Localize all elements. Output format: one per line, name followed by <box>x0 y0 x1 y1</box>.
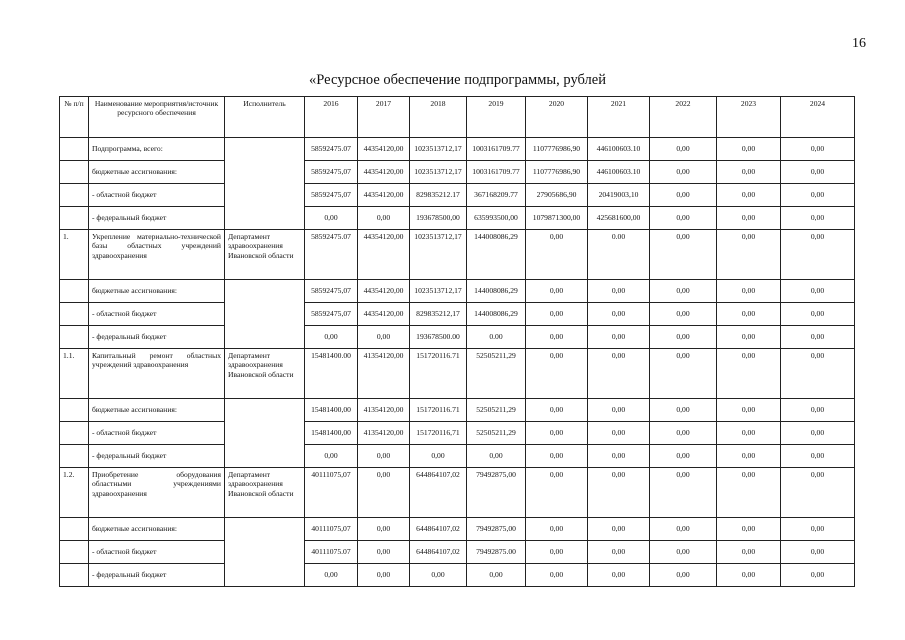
value-cell: 0,00 <box>588 445 650 468</box>
value-cell: 0,00 <box>781 468 855 518</box>
row-name-cell: - областной бюджет <box>89 422 225 445</box>
resource-table <box>59 96 855 587</box>
header-cell-year: 2017 <box>358 97 410 138</box>
value-cell: 52505211,29 <box>467 349 526 399</box>
value-cell: 0,00 <box>358 207 410 230</box>
value-cell: 0,00 <box>650 349 717 399</box>
value-cell: 0,00 <box>305 207 358 230</box>
table-header-row <box>60 97 855 138</box>
value-cell: 1079871300,00 <box>526 207 588 230</box>
value-cell: 644864107,02 <box>410 468 467 518</box>
value-cell: 0,00 <box>650 303 717 326</box>
value-cell: 0,00 <box>781 161 855 184</box>
table-row <box>60 326 855 349</box>
row-name-cell: бюджетные ассигнования: <box>89 161 225 184</box>
value-cell: 27905686,90 <box>526 184 588 207</box>
value-cell: 1003161709.77 <box>467 138 526 161</box>
row-executor-cell <box>225 564 305 587</box>
value-cell: 0,00 <box>717 468 781 518</box>
value-cell: 144008086,29 <box>467 303 526 326</box>
value-cell: 0,00 <box>781 445 855 468</box>
row-executor-cell <box>225 422 305 445</box>
value-cell: 0,00 <box>781 541 855 564</box>
row-name-cell: - областной бюджет <box>89 541 225 564</box>
row-executor-cell <box>225 280 305 303</box>
value-cell: 0,00 <box>781 230 855 280</box>
value-cell: 0.00 <box>467 326 526 349</box>
value-cell: 0,00 <box>781 349 855 399</box>
value-cell: 44354120,00 <box>358 184 410 207</box>
value-cell: 0,00 <box>650 280 717 303</box>
value-cell: 0,00 <box>650 422 717 445</box>
row-number-cell <box>60 326 89 349</box>
value-cell: 193678500,00 <box>410 207 467 230</box>
value-cell: 0,00 <box>588 326 650 349</box>
value-cell: 0,00 <box>781 184 855 207</box>
value-cell: 44354120,00 <box>358 161 410 184</box>
value-cell: 0,00 <box>526 468 588 518</box>
value-cell: 1023513712,17 <box>410 138 467 161</box>
value-cell: 446100603.10 <box>588 161 650 184</box>
value-cell: 144008086,29 <box>467 230 526 280</box>
row-executor-cell <box>225 399 305 422</box>
row-number-cell: 1.1. <box>60 349 89 399</box>
header-cell-executor: Исполнитель <box>225 97 305 138</box>
value-cell: 0,00 <box>358 518 410 541</box>
row-executor-cell: Департамент здравоохранения Ивановской области <box>225 349 305 399</box>
table-row <box>60 564 855 587</box>
value-cell: 0,00 <box>358 564 410 587</box>
value-cell: 41354120,00 <box>358 422 410 445</box>
value-cell: 367168209.77 <box>467 184 526 207</box>
value-cell: 0,00 <box>526 326 588 349</box>
value-cell: 0,00 <box>588 280 650 303</box>
row-number-cell: 1. <box>60 230 89 280</box>
row-number-cell <box>60 422 89 445</box>
value-cell: 0,00 <box>467 564 526 587</box>
value-cell: 0,00 <box>650 468 717 518</box>
value-cell: 0,00 <box>526 399 588 422</box>
table-row <box>60 518 855 541</box>
value-cell: 0,00 <box>526 280 588 303</box>
value-cell: 0,00 <box>526 303 588 326</box>
value-cell: 0,00 <box>358 541 410 564</box>
value-cell: 0,00 <box>410 564 467 587</box>
header-cell-year: 2023 <box>717 97 781 138</box>
table-row <box>60 184 855 207</box>
header-cell-number: № п/п <box>60 97 89 138</box>
value-cell: 0,00 <box>781 422 855 445</box>
value-cell: 0,00 <box>781 207 855 230</box>
value-cell: 15481400,00 <box>305 422 358 445</box>
value-cell: 0,00 <box>650 326 717 349</box>
row-executor-cell <box>225 541 305 564</box>
table-row <box>60 280 855 303</box>
value-cell: 0,00 <box>717 207 781 230</box>
row-number-cell <box>60 541 89 564</box>
row-executor-cell: Департамент здравоохранения Ивановской области <box>225 230 305 280</box>
value-cell: 44354120,00 <box>358 138 410 161</box>
value-cell: 0,00 <box>526 422 588 445</box>
value-cell: 0,00 <box>650 207 717 230</box>
value-cell: 0,00 <box>650 541 717 564</box>
value-cell: 52505211,29 <box>467 422 526 445</box>
value-cell: 0,00 <box>526 564 588 587</box>
row-name-cell: бюджетные ассигнования: <box>89 518 225 541</box>
value-cell: 44354120,00 <box>358 230 410 280</box>
value-cell: 0,00 <box>650 230 717 280</box>
value-cell: 0,00 <box>650 399 717 422</box>
row-executor-cell: Департамент здравоохранения Ивановской области <box>225 468 305 518</box>
row-number-cell: 1.2. <box>60 468 89 518</box>
row-executor-cell <box>225 303 305 326</box>
value-cell: 58592475.07 <box>305 138 358 161</box>
value-cell: 0,00 <box>358 468 410 518</box>
value-cell: 1107776986,90 <box>526 161 588 184</box>
row-executor-cell <box>225 161 305 184</box>
value-cell: 144008086,29 <box>467 280 526 303</box>
value-cell: 0,00 <box>717 422 781 445</box>
row-name-cell: - областной бюджет <box>89 303 225 326</box>
row-name-cell: Подпрограмма, всего: <box>89 138 225 161</box>
value-cell: 20419003,10 <box>588 184 650 207</box>
table-row <box>60 399 855 422</box>
table-row <box>60 161 855 184</box>
row-number-cell <box>60 518 89 541</box>
value-cell: 0,00 <box>526 230 588 280</box>
value-cell: 644864107,02 <box>410 518 467 541</box>
value-cell: 0,00 <box>717 399 781 422</box>
row-name-cell: - областной бюджет <box>89 184 225 207</box>
value-cell: 58592475.07 <box>305 230 358 280</box>
value-cell: 0,00 <box>650 161 717 184</box>
value-cell: 0,00 <box>588 349 650 399</box>
value-cell: 0,00 <box>650 518 717 541</box>
value-cell: 0,00 <box>781 138 855 161</box>
value-cell: 0,00 <box>526 541 588 564</box>
row-executor-cell <box>225 207 305 230</box>
table-row <box>60 207 855 230</box>
value-cell: 41354120,00 <box>358 399 410 422</box>
value-cell: 0,00 <box>781 518 855 541</box>
value-cell: 0,00 <box>650 445 717 468</box>
row-number-cell <box>60 445 89 468</box>
value-cell: 0,00 <box>588 422 650 445</box>
value-cell: 44354120,00 <box>358 303 410 326</box>
value-cell: 151720116.71 <box>410 349 467 399</box>
table-row <box>60 445 855 468</box>
value-cell: 0,00 <box>588 399 650 422</box>
value-cell: 0,00 <box>588 518 650 541</box>
row-number-cell <box>60 207 89 230</box>
value-cell: 0,00 <box>781 303 855 326</box>
value-cell: 0,00 <box>526 445 588 468</box>
value-cell: 0,00 <box>588 303 650 326</box>
value-cell: 0,00 <box>717 541 781 564</box>
value-cell: 446100603.10 <box>588 138 650 161</box>
value-cell: 44354120,00 <box>358 280 410 303</box>
value-cell: 0,00 <box>781 280 855 303</box>
value-cell: 0,00 <box>650 138 717 161</box>
value-cell: 0,00 <box>717 184 781 207</box>
row-name-cell: - федеральный бюджет <box>89 564 225 587</box>
row-number-cell <box>60 161 89 184</box>
row-number-cell <box>60 399 89 422</box>
row-executor-cell <box>225 326 305 349</box>
header-cell-year: 2024 <box>781 97 855 138</box>
row-executor-cell <box>225 184 305 207</box>
value-cell: 0,00 <box>717 445 781 468</box>
value-cell: 0,00 <box>717 349 781 399</box>
value-cell: 58592475,07 <box>305 280 358 303</box>
value-cell: 0,00 <box>650 564 717 587</box>
value-cell: 0,00 <box>717 326 781 349</box>
value-cell: 425681600,00 <box>588 207 650 230</box>
value-cell: 0,00 <box>305 445 358 468</box>
value-cell: 0,00 <box>717 161 781 184</box>
header-cell-name: Наименование мероприятия/источник ресурсного обеспечения <box>89 97 225 138</box>
value-cell: 52505211,29 <box>467 399 526 422</box>
value-cell: 58592475,07 <box>305 161 358 184</box>
row-name-cell: Капитальный ремонт областных учреждений здравоохранения <box>89 349 225 399</box>
value-cell: 0.00 <box>588 230 650 280</box>
value-cell: 1003161709.77 <box>467 161 526 184</box>
value-cell: 0,00 <box>717 280 781 303</box>
row-number-cell <box>60 303 89 326</box>
row-name-cell: Укрепление материально-технической базы областных учреждений здравоохранения <box>89 230 225 280</box>
table-row <box>60 230 855 280</box>
value-cell: 0,00 <box>358 326 410 349</box>
header-cell-year: 2016 <box>305 97 358 138</box>
value-cell: 0,00 <box>717 303 781 326</box>
value-cell: 1023513712,17 <box>410 161 467 184</box>
value-cell: 0,00 <box>781 564 855 587</box>
value-cell: 151720116,71 <box>410 422 467 445</box>
value-cell: 829835212.17 <box>410 184 467 207</box>
value-cell: 1107776986,90 <box>526 138 588 161</box>
value-cell: 15481400,00 <box>305 399 358 422</box>
value-cell: 0,00 <box>717 138 781 161</box>
value-cell: 15481400.00 <box>305 349 358 399</box>
table-row <box>60 303 855 326</box>
table-row <box>60 468 855 518</box>
header-cell-year: 2021 <box>588 97 650 138</box>
row-name-cell: бюджетные ассигнования: <box>89 280 225 303</box>
value-cell: 58592475,07 <box>305 184 358 207</box>
header-cell-year: 2018 <box>410 97 467 138</box>
value-cell: 0,00 <box>781 399 855 422</box>
row-name-cell: - федеральный бюджет <box>89 207 225 230</box>
table-row <box>60 138 855 161</box>
row-number-cell <box>60 184 89 207</box>
row-name-cell: Приобретение оборудования областными учреждениями здравоохранения <box>89 468 225 518</box>
value-cell: 0,00 <box>717 564 781 587</box>
value-cell: 1023513712,17 <box>410 280 467 303</box>
value-cell: 0,00 <box>358 445 410 468</box>
row-number-cell <box>60 280 89 303</box>
value-cell: 0,00 <box>717 230 781 280</box>
row-number-cell <box>60 138 89 161</box>
value-cell: 0,00 <box>588 564 650 587</box>
value-cell: 0,00 <box>467 445 526 468</box>
row-name-cell: - федеральный бюджет <box>89 445 225 468</box>
header-cell-year: 2022 <box>650 97 717 138</box>
row-executor-cell <box>225 518 305 541</box>
value-cell: 40111075.07 <box>305 541 358 564</box>
value-cell: 79492875.00 <box>467 541 526 564</box>
value-cell: 58592475,07 <box>305 303 358 326</box>
row-executor-cell <box>225 445 305 468</box>
value-cell: 0,00 <box>305 326 358 349</box>
value-cell: 0,00 <box>526 518 588 541</box>
row-number-cell <box>60 564 89 587</box>
value-cell: 0,00 <box>781 326 855 349</box>
value-cell: 1023513712,17 <box>410 230 467 280</box>
document-title: «Ресурсное обеспечение подпрограммы, рублей <box>309 72 606 88</box>
value-cell: 0,00 <box>305 564 358 587</box>
value-cell: 0,00 <box>588 468 650 518</box>
value-cell: 0,00 <box>650 184 717 207</box>
value-cell: 829835212,17 <box>410 303 467 326</box>
value-cell: 79492875,00 <box>467 468 526 518</box>
value-cell: 40111075,07 <box>305 468 358 518</box>
value-cell: 0,00 <box>588 541 650 564</box>
value-cell: 0,00 <box>717 518 781 541</box>
table-row <box>60 349 855 399</box>
header-cell-year: 2019 <box>467 97 526 138</box>
value-cell: 635993500,00 <box>467 207 526 230</box>
row-executor-cell <box>225 138 305 161</box>
table-row <box>60 422 855 445</box>
value-cell: 0,00 <box>526 349 588 399</box>
value-cell: 0,00 <box>410 445 467 468</box>
value-cell: 151720116.71 <box>410 399 467 422</box>
value-cell: 193678500.00 <box>410 326 467 349</box>
row-name-cell: бюджетные ассигнования: <box>89 399 225 422</box>
value-cell: 41354120,00 <box>358 349 410 399</box>
value-cell: 79492875,00 <box>467 518 526 541</box>
value-cell: 40111075,07 <box>305 518 358 541</box>
header-cell-year: 2020 <box>526 97 588 138</box>
row-name-cell: - федеральный бюджет <box>89 326 225 349</box>
table-row <box>60 541 855 564</box>
value-cell: 644864107,02 <box>410 541 467 564</box>
page-number: 16 <box>852 36 866 51</box>
